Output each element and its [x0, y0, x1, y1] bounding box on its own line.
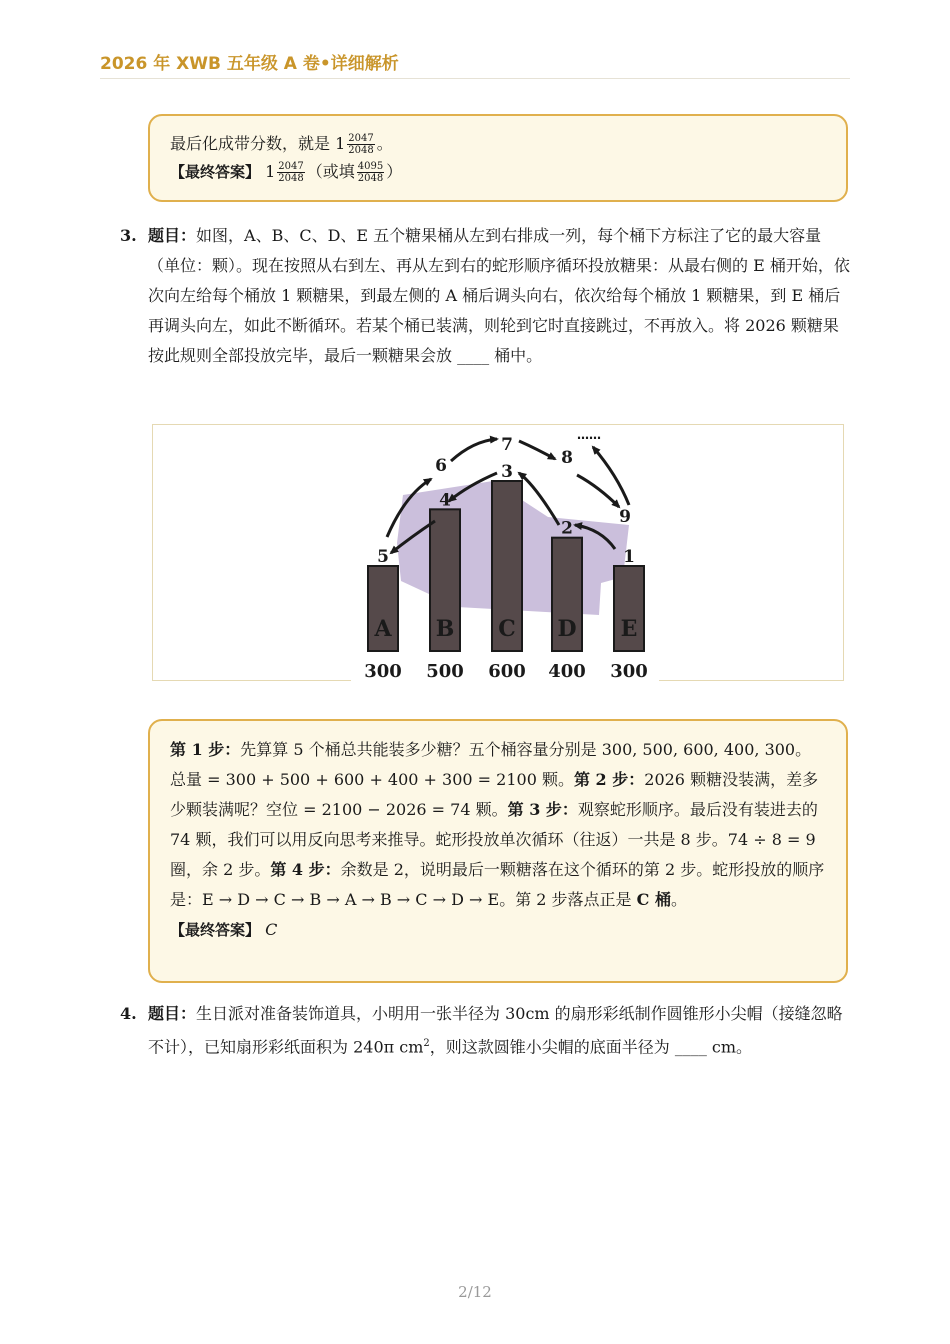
answer-alt-suffix: ）	[386, 162, 403, 181]
step4-bold: C 桶	[636, 890, 671, 909]
solution-box	[148, 719, 848, 983]
bucket-letter: E	[620, 616, 638, 642]
step1-label: 第 1 步：	[170, 740, 241, 759]
bucket-letter: D	[557, 616, 577, 642]
final-answer-line	[170, 915, 826, 945]
final-answer-value: C	[265, 920, 278, 939]
fraction-denominator: 2048	[357, 173, 384, 184]
bucket-capacity: 600	[488, 661, 526, 682]
step4-end: 。	[670, 890, 687, 909]
bucket-capacity: 400	[548, 661, 586, 682]
question-label: 题目：	[148, 1004, 197, 1023]
box1-line1-end: 。	[376, 134, 393, 153]
final-answer-label: 【最终答案】	[170, 921, 261, 939]
question-4	[120, 999, 850, 1062]
fraction	[347, 133, 374, 156]
box1-line1-text: 最后化成带分数，就是 1	[170, 134, 346, 153]
question-body: 生日派对准备装饰道具，小明用一张半径为 30cm 的扇形彩纸制作圆锥形小尖帽（接缝忽略不计），已知扇形彩纸面积为 240π cm	[148, 1004, 843, 1057]
answer-whole: 1	[265, 162, 276, 181]
step-label: 2	[561, 518, 573, 539]
step4-text: 余数是 2，说明最后一颗糖落在这个循环的第 2 步。蛇形投放的顺序是：E → D → C → B → A → B → C → D → E。第 2 步落点正是	[170, 860, 825, 909]
box1-answer-line	[170, 158, 826, 186]
ellipsis-label: ……	[577, 428, 601, 442]
question-3	[120, 221, 850, 371]
fraction-denominator: 2048	[278, 173, 304, 184]
answer-alt-prefix: （或填	[306, 162, 355, 181]
bucket-capacity: 500	[426, 661, 464, 682]
page-header	[100, 52, 850, 79]
step-label: 9	[619, 507, 631, 527]
fraction	[357, 161, 384, 184]
step2-text: 2026 颗糖没装满，差多少颗装满呢？空位 = 2100 − 2026 = 74 颗。	[170, 770, 819, 819]
bucket-letter: A	[374, 616, 392, 642]
bucket-letter: B	[435, 616, 455, 642]
bucket-capacity: 300	[610, 661, 648, 682]
bucket-diagram	[153, 425, 845, 682]
step-label: 8	[561, 448, 573, 468]
step-label: 1	[623, 547, 635, 567]
fraction	[277, 161, 304, 184]
bucket-letter: C	[498, 616, 516, 642]
answer-box-previous	[148, 114, 848, 202]
question-text	[148, 999, 850, 1062]
step-label: 4	[439, 490, 451, 511]
step2-label: 第 2 步：	[573, 770, 645, 789]
question-number: 3.	[120, 226, 137, 245]
bucket-capacity: 300	[364, 661, 402, 682]
superscript: 2	[423, 1038, 430, 1049]
fraction-numerator: 2047	[348, 133, 374, 144]
solution-steps	[170, 735, 826, 915]
step3-text: 观察蛇形顺序。最后没有装进去的 74 颗，我们可以用反向思考来推导。蛇形投放单次循环（往返）一共是 8 步。74 ÷ 8 = 9 圈，余 2 步。	[170, 800, 818, 879]
box1-line1	[170, 130, 826, 158]
step-label: 3	[501, 462, 513, 482]
step3-label: 第 3 步：	[507, 800, 578, 819]
question-body-end: ，则这款圆锥小尖帽的底面半径为 ____ cm。	[429, 1037, 753, 1057]
step4-label: 第 4 步：	[270, 860, 341, 879]
question-text	[148, 221, 850, 371]
bucket-figure	[152, 424, 844, 681]
question-label: 题目：	[148, 226, 197, 245]
step1-text: 先算算 5 个桶总共能装多少糖？五个桶容量分别是 300, 500, 600, 400, 300。总量 = 300 + 500 + 600 + 400 + 300 = 2100 颗。	[170, 740, 812, 789]
question-body: 如图，A、B、C、D、E 五个糖果桶从左到右排成一列，每个桶下方标注了它的最大容量（单位：颗）。现在按照从右到左、再从左到右的蛇形顺序循环投放糖果：从最右侧的 E 桶开始，依次向左给每个桶放 1 颗糖果，到最左侧的 A 桶后调头向右，依次给每个桶放 1 颗糖果，到 E 桶后再调头向左，如此不断循环。若某个桶已装满，则轮到它时直接跳过，不再放入。将 2026 颗糖果按此规则全部投放完毕，最后一颗糖果会放 ____ 桶中。	[148, 226, 850, 365]
step-label: 5	[377, 547, 389, 567]
fraction-numerator: 2047	[278, 161, 304, 172]
step-label: 7	[501, 435, 513, 455]
step-label: 6	[435, 456, 447, 476]
fraction-denominator: 2048	[348, 145, 374, 156]
question-number: 4.	[120, 1004, 137, 1023]
fraction-numerator: 4095	[357, 161, 384, 172]
page-number: 2/12	[458, 1283, 492, 1301]
final-answer-label: 【最终答案】	[170, 163, 261, 181]
header-title: 2026 年 XWB 五年级 A 卷•详细解析	[100, 54, 399, 74]
